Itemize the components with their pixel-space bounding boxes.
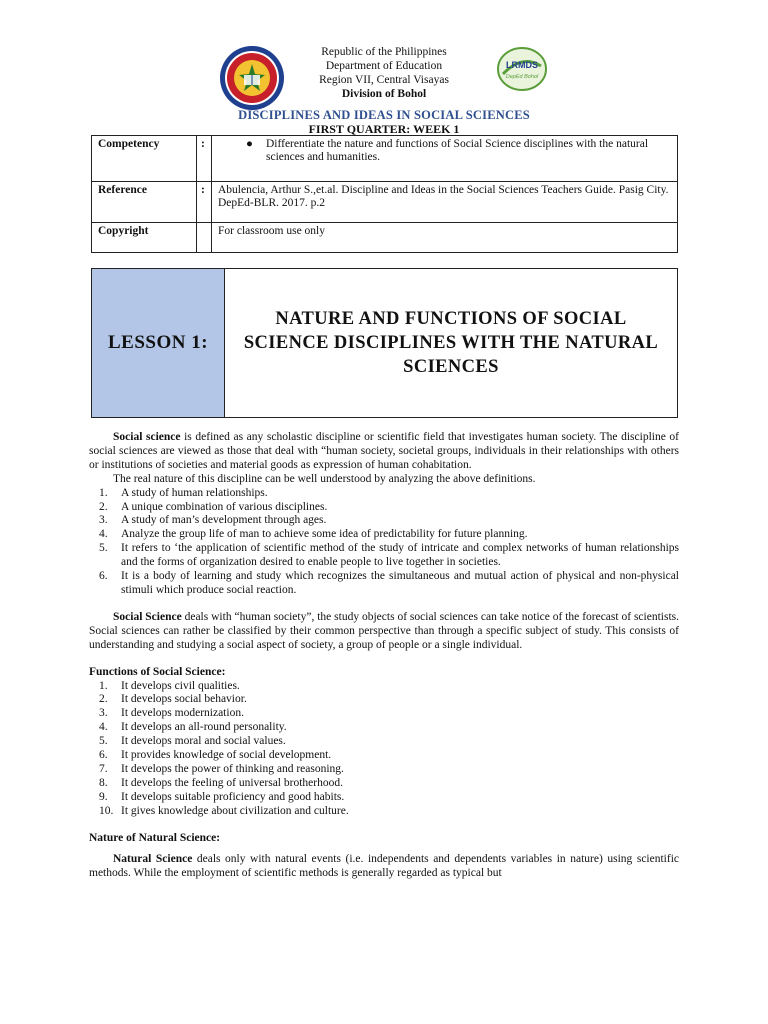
list-item-number: 5.: [99, 542, 108, 555]
lesson-title-cell: [225, 269, 677, 417]
list-item-text: It develops civil qualities.: [121, 679, 240, 692]
list-item-text: It gives knowledge about civilization and culture.: [121, 804, 349, 817]
copyright-colon-cell: [197, 223, 212, 253]
list-item-text: A study of human relationships.: [121, 486, 268, 499]
list-item-number: 3.: [99, 707, 108, 720]
list-item: [89, 735, 679, 749]
list-item-number: 6.: [99, 749, 108, 762]
nature-list: [89, 487, 679, 598]
competency-cell: [212, 136, 678, 182]
list-item-number: 2.: [99, 693, 108, 706]
list-item: [89, 542, 679, 570]
list-item-number: 6.: [99, 570, 108, 583]
list-item-text: It develops modernization.: [121, 707, 244, 720]
reference-row: [92, 182, 678, 223]
bullet-icon: ●: [246, 138, 253, 150]
list-item-number: 4.: [99, 528, 108, 541]
definition-text: is defined as any scholastic discipline or scientific field that investigates human society. The discipline of social sciences are viewed as those that deal with “human society, societal groups, individuals in their relationships with others or institutions of societies and material goods as expression of human cohabitation.: [89, 431, 680, 471]
list-item-number: 8.: [99, 776, 108, 789]
reference-label: Reference: [92, 182, 197, 223]
list-item-number: 1.: [99, 486, 108, 499]
header-republic: Republic of the Philippines: [321, 46, 447, 58]
list-item: [89, 763, 679, 777]
list-item: [89, 777, 679, 791]
list-item: [89, 749, 679, 763]
document-title: DISCIPLINES AND IDEAS IN SOCIAL SCIENCES: [238, 108, 530, 122]
list-item-number: 5.: [99, 735, 108, 748]
list-item: [89, 514, 679, 528]
list-item: [89, 570, 679, 598]
functions-heading: Functions of Social Science:: [89, 665, 226, 678]
copyright-label: Copyright: [92, 223, 197, 253]
list-item-number: 2.: [99, 500, 108, 513]
list-item-text: It develops the feeling of universal brotherhood.: [121, 776, 343, 789]
list-item: [89, 707, 679, 721]
reference-colon: :: [197, 182, 212, 223]
lesson-box: [91, 268, 678, 418]
list-item: [89, 791, 679, 805]
competency-text: Differentiate the nature and functions of Social Science disciplines with the natural sciences and humanities.: [266, 138, 649, 163]
copyright-row: [92, 223, 678, 253]
term-natural-science: Natural Science: [113, 853, 193, 866]
list-item-number: 1.: [99, 679, 108, 692]
lesson-label: LESSON 1:: [107, 332, 209, 353]
social-science-text: deals with “human society”, the study objects of social sciences can take notice of the forecast of scientists. Social sciences can rather be classified by their common perspective than through a specific subject of study. This consists of understanding and studying a social aspect of society, a group of people or a single individual.: [89, 610, 679, 651]
competency-row: [92, 136, 678, 182]
list-item-text: A unique combination of various disciplines.: [121, 500, 328, 513]
list-item-number: 9.: [99, 790, 108, 803]
paragraph-natural-science: [89, 853, 679, 881]
list-item-number: 7.: [99, 762, 108, 775]
list-item-text: It develops moral and social values.: [121, 735, 286, 748]
list-item-number: 4.: [99, 721, 108, 734]
list-item: [89, 721, 679, 735]
functions-list: [89, 680, 679, 819]
list-item: [89, 528, 679, 542]
header-department: Department of Education: [325, 60, 443, 72]
list-item-text: Analyze the group life of man to achieve some idea of predictability for future planning.: [121, 528, 528, 541]
header-division: Division of Bohol: [341, 88, 427, 100]
lesson-label-cell: [92, 269, 225, 417]
lesson-body: [89, 431, 679, 881]
list-item-number: 10.: [99, 804, 114, 817]
paragraph-definition: [89, 431, 679, 473]
list-item-text: It refers to ‘the application of scientific method of the study of intricate and complex networks of human relationships and the forms of organization desired to enable people to live together in societies.: [121, 542, 679, 569]
lesson-title: NATURE AND FUNCTIONS OF SOCIAL SCIENCE DISCIPLINES WITH THE NATURAL SCIENCES: [243, 309, 659, 377]
term-social-science-2: Social Science: [113, 610, 182, 623]
list-item-text: It is a body of learning and study which recognizes the simultaneous and mutual action of physical and non-physical stimuli which produce social reaction.: [121, 570, 679, 596]
competency-label: Competency: [92, 136, 197, 182]
lrmds-logo-text: LRMDS: [506, 60, 538, 70]
lrmds-logo-subtext: DepEd Bohol: [505, 74, 539, 80]
list-item-text: It develops suitable proficiency and good habits.: [121, 790, 345, 803]
natural-science-heading: Nature of Natural Science:: [89, 831, 221, 844]
natural-science-text: deals only with natural events (i.e. independents and dependents variables in nature) using scientific methods. While the employment of scientific methods is generally regarded as typical but: [89, 853, 679, 880]
list-item-text: It develops the power of thinking and reasoning.: [121, 762, 344, 775]
list-item-text: It develops an all-round personality.: [121, 721, 287, 734]
competency-colon: :: [197, 136, 212, 182]
info-table: [91, 135, 678, 253]
list-item-text: It develops social behavior.: [121, 693, 247, 706]
list-item: [89, 693, 679, 707]
list-item-text: A study of man’s development through ages.: [121, 514, 327, 527]
list-item: [89, 680, 679, 694]
header-region: Region VII, Central Visayas: [319, 74, 449, 86]
list-item: [89, 805, 679, 819]
term-social-science: Social science: [113, 431, 181, 443]
list-item: [89, 501, 679, 515]
list-item-text: It provides knowledge of social development.: [121, 749, 332, 762]
paragraph-social-science: [89, 611, 679, 653]
list-item: [89, 487, 679, 501]
list-item-number: 3.: [99, 514, 108, 527]
reference-text: Abulencia, Arthur S.,et.al. Discipline and Ideas in the Social Sciences Teachers Guide. Pasig City. DepEd-BLR. 2017. p.2: [212, 182, 678, 223]
copyright-text: For classroom use only: [212, 223, 678, 253]
paragraph-nature-intro: The real nature of this discipline can be well understood by analyzing the above definitions.: [113, 472, 536, 485]
document-subtitle: FIRST QUARTER: WEEK 1: [308, 122, 460, 136]
